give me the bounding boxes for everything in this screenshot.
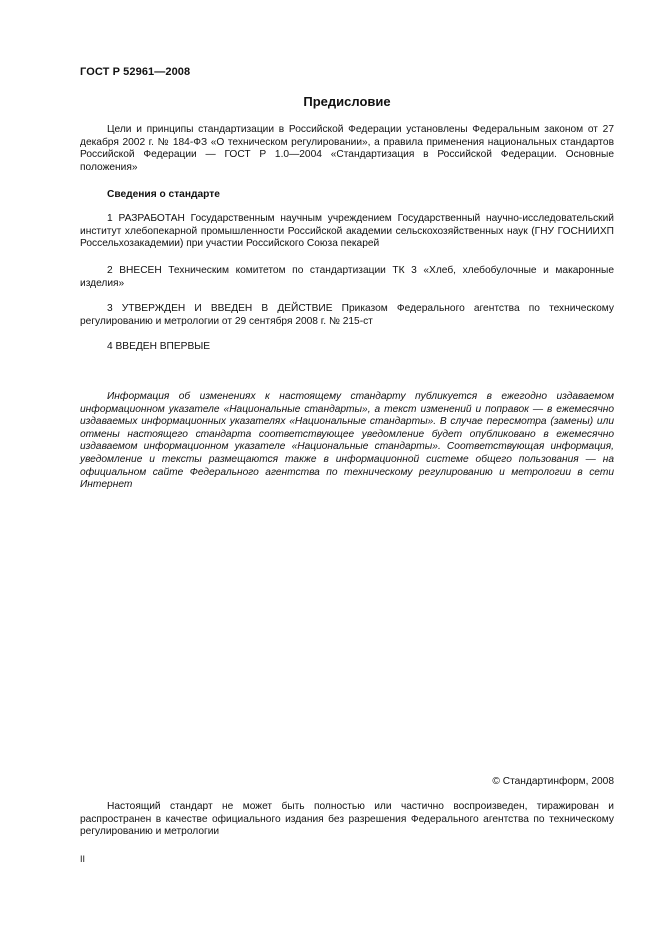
item-submitted: 2 ВНЕСЕН Техническим комитетом по стандартизации ТК 3 «Хлеб, хлебобулочные и макаронные изделия» — [80, 265, 614, 289]
amendments-info-notice: Информация об изменениях к настоящему стандарту публикуется в ежегодно издаваемом информационном указателе «Национальные стандарты», а текст изменений и поправок — в ежемесячно издаваемых информационных указателях «Национальные стандарты». В случае пересмотра (замены) или отмены настоящего стандарта соответствующее уведомление будет опубликовано в ежемесячно издаваемом информационном указателе «Национальные стандарты». Соответствующая информация, уведомление и тексты размещаются также в информационной системе общего пользования — на официальном сайте Федерального агентства по техническому регулированию и метрологии в сети Интернет — [80, 391, 614, 491]
item-approved: 3 УТВЕРЖДЕН И ВВЕДЕН В ДЕЙСТВИЕ Приказом Федерального агентства по техническому регулированию и метрологии от 29 сентября 2008 г. № 215-ст — [80, 303, 614, 327]
document-code: ГОСТ Р 52961—2008 — [80, 66, 191, 78]
page-number: II — [80, 854, 86, 864]
copyright-notice: © Стандартинформ, 2008 — [492, 776, 614, 787]
reproduction-notice: Настоящий стандарт не может быть полностью или частично воспроизведен, тиражирован и распространен в качестве официального издания без разрешения Федерального агентства по техническому регулированию и метрологии — [80, 801, 614, 838]
standard-info-heading: Сведения о стандарте — [107, 189, 220, 200]
item-developed: 1 РАЗРАБОТАН Государственным научным учреждением Государственный научно-исследовательский институт хлебопекарной промышленности Российской академии сельскохозяйственных наук (ГНУ ГОСНИИХП Россельхозакадемии) при участии Российского Союза пекарей — [80, 213, 614, 250]
preface-title: Предисловие — [303, 94, 391, 109]
preface-intro-paragraph: Цели и принципы стандартизации в Российской Федерации установлены Федеральным законом от 27 декабря 2002 г. № 184-ФЗ «О техническом регулировании», а правила применения национальных стандартов Российской Федерации — ГОСТ Р 1.0—2004 «Стандартизация в Российской Федерации. Основные положения» — [80, 124, 614, 173]
item-first-introduced: 4 ВВЕДЕН ВПЕРВЫЕ — [107, 341, 211, 352]
